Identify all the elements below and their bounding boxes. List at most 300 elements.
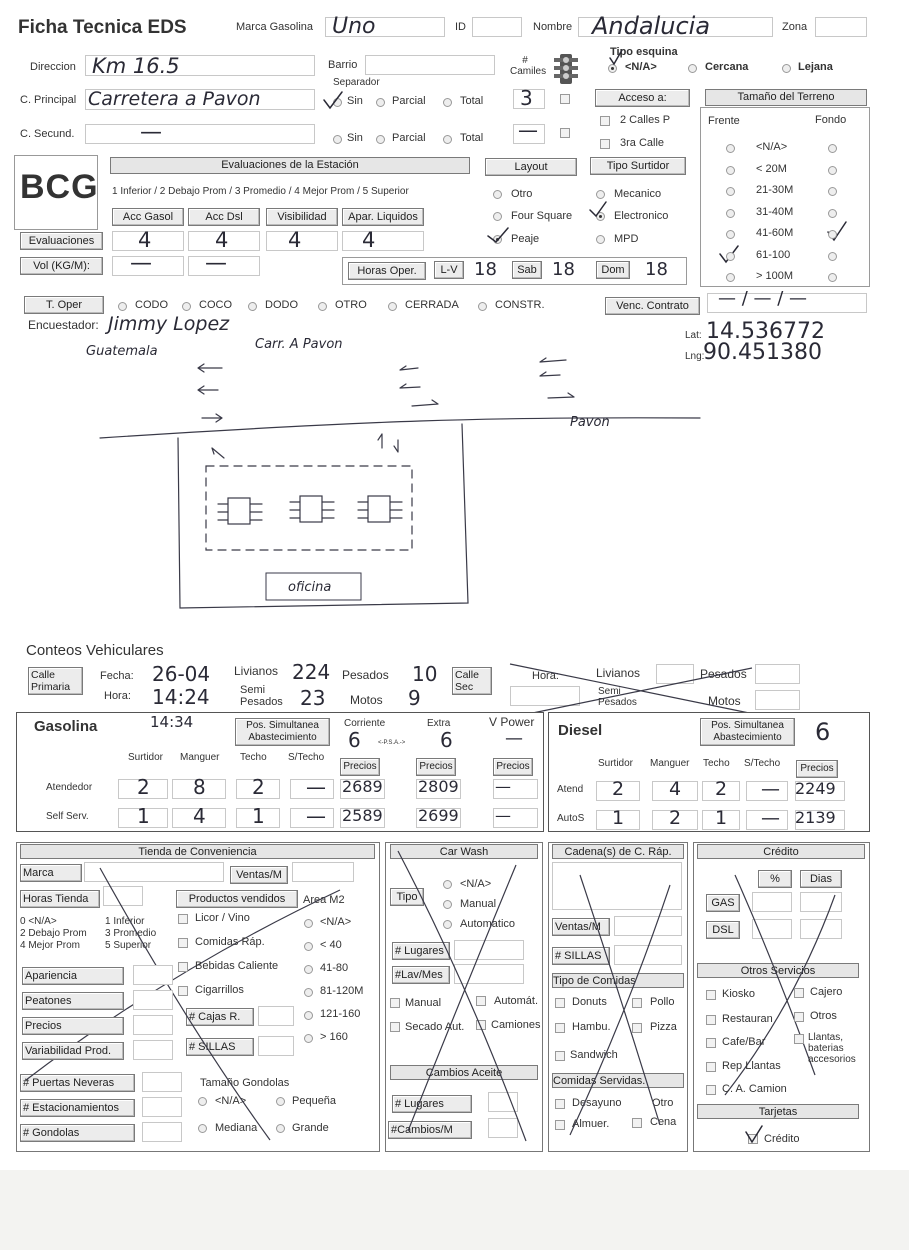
tienda-scale-3: 3 Promedio: [105, 928, 157, 939]
esquina-na-radio[interactable]: [608, 64, 617, 73]
encuestador-label: Encuestador:: [28, 318, 99, 332]
gas-precios-2[interactable]: Precios: [416, 758, 456, 776]
eval-col-visibilidad[interactable]: Visibilidad: [266, 208, 338, 226]
arrow-right-2: [412, 400, 438, 406]
sep-parcial-label: Parcial: [392, 95, 426, 107]
tienda-eval-field[interactable]: [133, 990, 173, 1010]
gas-price-value: —: [495, 777, 511, 796]
tienda-area: Area M2: [303, 894, 345, 906]
tienda-area-radio[interactable]: [304, 919, 313, 928]
esquina-cercana-label: Cercana: [705, 61, 749, 73]
tienda-scale-0: 0 <N/A>: [20, 916, 57, 927]
tienda-area-label: 121-160: [320, 1008, 361, 1020]
entry-arrow-1: [212, 448, 224, 458]
otros-check[interactable]: [794, 988, 804, 998]
otros-check[interactable]: [706, 1062, 716, 1072]
carwash-tipo[interactable]: Tipo: [390, 888, 424, 906]
dsl-row-label: Atend: [557, 784, 584, 795]
tam-pequena-label: Pequeña: [292, 1095, 337, 1107]
tienda-puertas[interactable]: # Puertas Neveras: [20, 1074, 135, 1092]
tienda-eval-button[interactable]: Precios: [22, 1017, 124, 1035]
arrow-left-4: [400, 384, 420, 388]
dom-label[interactable]: Dom: [596, 261, 630, 279]
vol-gasol-value: —: [130, 251, 152, 276]
otros-label: C. A. Camion: [722, 1083, 787, 1095]
otros-check[interactable]: [706, 1038, 716, 1048]
tienda-eval-field[interactable]: [133, 1040, 173, 1060]
venc-contrato-button[interactable]: Venc. Contrato: [605, 297, 700, 315]
lng-value: 90.451380: [703, 340, 822, 365]
sep-total-label: Total: [460, 95, 484, 107]
horas-oper-button[interactable]: Horas Oper.: [348, 262, 426, 280]
pesados2-label: Pesados: [700, 667, 747, 681]
livianos2-label: Livianos: [596, 666, 641, 680]
gas-cell-value: 8: [193, 775, 206, 799]
acceso-2calles-check[interactable]: [600, 116, 610, 126]
terreno-fondo-radio[interactable]: [828, 230, 837, 239]
tam-grande-label: Grande: [292, 1122, 329, 1134]
zona-field[interactable]: [815, 17, 867, 37]
servidas-title: Comidas Servidas.: [552, 1073, 684, 1088]
livianos-value: 224: [292, 660, 331, 684]
arrow-right-3: [548, 393, 574, 398]
dsl-cell-value: 4: [669, 778, 682, 800]
pesados-value: 10: [412, 662, 438, 686]
layout-otro-label: Otro: [511, 188, 533, 200]
layout-peaje-radio[interactable]: [493, 235, 502, 244]
dsl-cell-value: 1: [612, 807, 625, 829]
eval-gasol-value: 4: [138, 228, 152, 252]
c-secund-field[interactable]: [85, 124, 315, 144]
camiles2-value: —: [518, 118, 538, 142]
oper-option-label: OTRO: [335, 299, 367, 311]
cadena-title: Cadena(s) de C. Ráp.: [552, 844, 684, 859]
credito-title: Crédito: [697, 844, 865, 859]
venc-contrato-value: — / — / —: [718, 288, 808, 309]
terreno-fondo-radio[interactable]: [828, 209, 837, 218]
gas-price-value: 2589: [342, 806, 383, 825]
terreno-fondo-radio[interactable]: [828, 187, 837, 196]
motos2-field[interactable]: [755, 690, 800, 710]
sep2-parcial-radio[interactable]: [376, 135, 385, 144]
tienda-marca[interactable]: Marca: [20, 864, 82, 882]
frente-label: Frente: [708, 115, 740, 127]
dsl-col-techo: Techo: [703, 758, 730, 769]
terreno-option-label: < 20M: [756, 162, 787, 175]
sketch-office-label: oficina: [288, 580, 332, 595]
camiles-check[interactable]: [560, 94, 570, 104]
arrow-left-3: [400, 366, 418, 370]
oper-option-label: CONSTR.: [495, 299, 545, 311]
tienda-product-check[interactable]: [178, 962, 188, 972]
gas-cell-value: 2: [137, 775, 150, 799]
gas-precios-1[interactable]: Precios: [340, 758, 380, 776]
oper-option-radio[interactable]: [388, 302, 397, 311]
surt-electronico-label: Electronico: [614, 210, 669, 222]
dsl-cell-value: 2: [715, 778, 728, 800]
layout-button[interactable]: Layout: [485, 158, 577, 176]
comida-sandwich-label: Sandwich: [570, 1049, 618, 1061]
cw-lugares[interactable]: # Lugares: [392, 942, 450, 960]
corriente-value: 6: [348, 728, 361, 752]
dsl-col-surtidor: Surtidor: [598, 758, 634, 769]
tienda-product-label: Cigarrillos: [195, 984, 244, 996]
layout-peaje-label: Peaje: [511, 233, 540, 245]
terreno-frente-radio[interactable]: [726, 230, 735, 239]
calle-sec-button[interactable]: Calle Sec: [452, 667, 492, 695]
tienda-area-label: 41-80: [320, 962, 349, 974]
credito-card-label: Crédito: [764, 1133, 800, 1145]
direccion-label: Direccion: [30, 61, 76, 73]
tienda-area-radio[interactable]: [304, 1011, 313, 1020]
arrow-right-1: [202, 414, 222, 422]
otros-label: Otros: [810, 1010, 837, 1022]
servida-otro-label: Otro: [652, 1097, 674, 1109]
dsl-cell-value: —: [761, 778, 780, 800]
vpower-label: V Power: [489, 715, 535, 729]
surt-electronico-radio[interactable]: [596, 212, 605, 221]
sep-parcial-radio[interactable]: [376, 98, 385, 107]
oper-option-radio[interactable]: [478, 302, 487, 311]
sep2-total-radio[interactable]: [443, 135, 452, 144]
otros-check[interactable]: [706, 1085, 716, 1095]
camiles2-check[interactable]: [560, 128, 570, 138]
dsl-cell-value: —: [761, 807, 780, 829]
hora2-label: Hora:: [532, 670, 559, 682]
arrow-left-6: [540, 372, 560, 376]
barrio-field[interactable]: [365, 55, 495, 75]
lv-label[interactable]: L-V: [434, 261, 464, 279]
sep-total-radio[interactable]: [443, 98, 452, 107]
gas-col-manguer: Manguer: [180, 752, 220, 763]
tienda-area-label: < 40: [320, 939, 342, 951]
semi-value: 23: [300, 686, 326, 710]
otros-check[interactable]: [794, 1012, 804, 1022]
gas-cell-value: 1: [252, 804, 265, 828]
direccion-value: Km 16.5: [92, 54, 180, 78]
otros-servicios-title: Otros Servicios: [697, 963, 859, 978]
tienda-eval-button[interactable]: Apariencia: [22, 967, 124, 985]
cw-lavmes[interactable]: #Lav/Mes: [392, 966, 450, 984]
pesados2-field[interactable]: [755, 664, 800, 684]
cadena-sillas[interactable]: # SILLAS: [552, 947, 610, 965]
corriente-label: Corriente: [344, 718, 386, 729]
sep2-total-label: Total: [460, 132, 484, 144]
otros-label: Rep Llantas: [722, 1060, 781, 1072]
evaluaciones-title: Evaluaciones de la Estación: [110, 157, 470, 174]
oper-option-radio[interactable]: [182, 302, 191, 311]
tienda-eval-button[interactable]: Variabilidad Prod.: [22, 1042, 124, 1060]
surt-mecanico-label: Mecanico: [614, 188, 662, 200]
cadena-ventas[interactable]: Ventas/M: [552, 918, 610, 936]
entry-arrow-2: [378, 434, 382, 448]
oper-option-label: COCO: [199, 299, 232, 311]
tienda-eval-button[interactable]: Peatones: [22, 992, 124, 1010]
surt-mpd-label: MPD: [614, 233, 639, 245]
evaluaciones-row-label[interactable]: Evaluaciones: [20, 232, 103, 250]
gas-price-value: 2809: [418, 777, 459, 796]
diesel-pos-button[interactable]: Pos. Simultanea Abastecimiento: [700, 718, 795, 746]
tienda-product-label: Bebidas Caliente: [195, 960, 279, 972]
hora-value: 14:24: [152, 685, 210, 709]
tienda-area-radio[interactable]: [304, 965, 313, 974]
esquina-lejana-radio[interactable]: [782, 64, 791, 73]
cambios-lugares[interactable]: # Lugares: [392, 1095, 472, 1113]
marca-label: Marca Gasolina: [236, 21, 314, 33]
tienda-area-radio[interactable]: [304, 988, 313, 997]
lng-label: Lng:: [685, 351, 705, 362]
id-field[interactable]: [472, 17, 522, 37]
diesel-title: Diesel: [558, 722, 603, 739]
psa-note: <-P.S.A.->: [378, 740, 406, 746]
layout-foursquare-radio[interactable]: [493, 212, 502, 221]
motos-label: Motos: [350, 693, 383, 707]
oper-option-radio[interactable]: [248, 302, 257, 311]
evaluaciones-scale: 1 Inferior / 2 Debajo Prom / 3 Promedio / 4 Mejor Prom / 5 Superior: [112, 186, 409, 197]
sep2-sin-radio[interactable]: [333, 135, 342, 144]
tienda-area-label: 81-120M: [320, 985, 364, 997]
terreno-fondo-radio[interactable]: [828, 166, 837, 175]
semi-label: Semi Pesados: [240, 684, 283, 708]
credito-dias[interactable]: Dias: [800, 870, 842, 888]
cw-secado-label: Secado Aut.: [405, 1021, 465, 1033]
calle-primaria-button[interactable]: Calle Primaria: [28, 667, 83, 695]
terreno-option-label: 31-40M: [756, 205, 794, 218]
oper-option-label: DODO: [265, 299, 298, 311]
tienda-productos[interactable]: Productos vendidos: [176, 890, 298, 908]
lat-label: Lat:: [685, 330, 702, 341]
conteos-title: Conteos Vehiculares: [26, 642, 164, 659]
tienda-sillas[interactable]: # SILLAS: [186, 1038, 254, 1056]
sab-label[interactable]: Sab: [512, 261, 542, 279]
diesel-pos-value: 6: [815, 718, 831, 746]
dsl-cell-value: 2: [669, 807, 682, 829]
tam-mediana-label: Mediana: [215, 1122, 258, 1134]
gas-cell-value: —: [306, 804, 326, 828]
gas-precios-3[interactable]: Precios: [493, 758, 533, 776]
eval-liq-value: 4: [362, 228, 376, 252]
otros-check[interactable]: [794, 1034, 804, 1044]
arrow-left-5: [540, 358, 566, 362]
tienda-scale-5: 5 Superior: [105, 940, 152, 951]
vpower-value: —: [505, 728, 523, 749]
tienda-area-label: <N/A>: [320, 916, 352, 928]
layout-foursquare-label: Four Square: [511, 210, 573, 222]
tienda-product-label: Licor / Vino: [195, 912, 250, 924]
terreno-frente-radio[interactable]: [726, 166, 735, 175]
gas-row-label: Self Serv.: [46, 811, 89, 822]
credito-gas[interactable]: GAS: [706, 894, 740, 912]
acceso-2calles-label: 2 Calles P: [620, 114, 671, 126]
tienda-area-radio[interactable]: [304, 942, 313, 951]
terreno-fondo-radio[interactable]: [828, 144, 837, 153]
otros-label: Restauran: [722, 1013, 773, 1025]
cw-auto-label: Automatico: [460, 918, 516, 930]
acceso-3racalle-check[interactable]: [600, 139, 610, 149]
pump-island-3: [358, 496, 402, 522]
tienda-title: Tienda de Conveniencia: [20, 844, 375, 859]
eval-col-acc-gasol[interactable]: Acc Gasol: [112, 208, 184, 226]
traffic-light-icon: [553, 53, 579, 85]
cw-na-label: <N/A>: [460, 878, 492, 890]
tienda-ventas[interactable]: Ventas/M: [230, 866, 288, 884]
motos-value: 9: [408, 686, 421, 710]
gasolina-title: Gasolina: [34, 718, 98, 735]
semi2-label: Semi Pesados: [598, 686, 637, 708]
sketch-road-label: Carr. A Pavon: [255, 337, 343, 352]
comida-hambu-label: Hambu.: [572, 1021, 611, 1033]
fecha-label: Fecha:: [100, 670, 134, 682]
vol-dsl-value: —: [205, 251, 227, 276]
tienda-gondolas[interactable]: # Gondolas: [20, 1124, 135, 1142]
terreno-frente-radio[interactable]: [726, 144, 735, 153]
t-oper-button[interactable]: T. Oper: [24, 296, 104, 314]
eval-dsl-value: 4: [215, 228, 229, 252]
tienda-product-check[interactable]: [178, 914, 188, 924]
eval-col-acc-dsl[interactable]: Acc Dsl: [188, 208, 260, 226]
sep-sin-label: Sin: [347, 95, 363, 107]
exit-arrow: [394, 440, 398, 452]
tienda-tamano: Tamaño Gondolas: [200, 1077, 290, 1089]
cambios-title: Cambios Aceite: [390, 1065, 538, 1080]
tienda-product-check[interactable]: [178, 938, 188, 948]
calle-sec-cross: [508, 660, 758, 720]
gas-cell-value: 2: [252, 775, 265, 799]
credito-card-check[interactable]: [748, 1134, 758, 1144]
otros-check[interactable]: [706, 990, 716, 1000]
eval-col-apar-liquidos[interactable]: Apar. Liquidos: [342, 208, 424, 226]
sep2-parcial-label: Parcial: [392, 132, 426, 144]
otros-label: Cafe/Bar: [722, 1036, 766, 1048]
tipo-surtidor-button[interactable]: Tipo Surtidor: [590, 157, 686, 175]
otros-label: Cajero: [810, 986, 843, 998]
gas-col-techo: Techo: [240, 752, 267, 763]
zona-label: Zona: [782, 21, 808, 33]
gas-price-value: —: [495, 806, 511, 825]
servida-desayuno-label: Desayuno: [572, 1097, 622, 1109]
gasolina-time-note: 14:34: [150, 713, 194, 731]
credito-pct[interactable]: %: [758, 870, 792, 888]
c-principal-label: C. Principal: [20, 94, 77, 106]
surt-mpd-radio[interactable]: [596, 235, 605, 244]
cw-auto-chk-label: Automát.: [494, 995, 539, 1007]
credito-dsl[interactable]: DSL: [706, 921, 740, 939]
pump-island-2: [290, 496, 334, 522]
terreno-frente-radio[interactable]: [726, 273, 735, 282]
terreno-frente-radio[interactable]: [726, 209, 735, 218]
acceso-3racalle-label: 3ra Calle: [620, 137, 665, 149]
tam-na-label: <N/A>: [215, 1095, 247, 1107]
tienda-area-label: > 160: [320, 1031, 348, 1043]
carwash-title: Car Wash: [390, 844, 538, 859]
terreno-fondo-radio[interactable]: [828, 273, 837, 282]
terreno-option-label: 21-30M: [756, 184, 794, 196]
acceso-button[interactable]: Acceso a:: [595, 89, 690, 107]
tienda-product-check[interactable]: [178, 986, 188, 996]
terreno-option-label: <N/A>: [756, 141, 788, 153]
layout-otro-radio[interactable]: [493, 190, 502, 199]
extra-label: Extra: [427, 718, 451, 729]
gas-col-stecho: S/Techo: [288, 752, 325, 763]
gas-cell-value: 1: [137, 804, 150, 828]
dom-value: 18: [645, 259, 668, 280]
dsl-row-label: AutoS: [557, 813, 585, 824]
tienda-scale-1: 1 Inferior: [105, 916, 145, 927]
separador-label: Separador: [333, 77, 380, 88]
oper-option-label: CERRADA: [405, 299, 459, 311]
tienda-product-label: Comidas Ráp.: [195, 936, 265, 948]
nombre-value: Andalucia: [592, 12, 711, 40]
eval-liq-field[interactable]: [342, 231, 424, 251]
gas-price-value: 2689: [342, 777, 383, 796]
tarjetas-title: Tarjetas: [697, 1104, 859, 1119]
arrow-left-1: [198, 364, 222, 372]
terreno-frente-radio[interactable]: [726, 187, 735, 196]
eval-visib-field[interactable]: [266, 231, 338, 251]
tienda-scale-4: 4 Mejor Prom: [20, 940, 81, 951]
sep-sin-radio[interactable]: [333, 98, 342, 107]
cambios-mes[interactable]: #Cambios/M: [388, 1121, 472, 1139]
road-line: [100, 418, 700, 438]
marca-value: Uno: [332, 14, 376, 39]
sep2-sin-label: Sin: [347, 132, 363, 144]
camiles-value: 3: [520, 86, 533, 110]
tienda-area-radio[interactable]: [304, 1034, 313, 1043]
form-title: Ficha Tecnica EDS: [18, 17, 187, 38]
gas-row-label: Atendedor: [46, 782, 93, 793]
eval-visib-value: 4: [288, 228, 302, 252]
gas-cell-value: —: [306, 775, 326, 799]
oper-option-radio[interactable]: [318, 302, 327, 311]
vol-label[interactable]: Vol (KG/M):: [20, 257, 103, 275]
esquina-na-label: <N/A>: [625, 61, 657, 73]
motos2-label: Motos: [708, 694, 741, 708]
lv-value: 18: [474, 259, 497, 280]
esquina-cercana-radio[interactable]: [688, 64, 697, 73]
oper-option-radio[interactable]: [118, 302, 127, 311]
gas-pos-button[interactable]: Pos. Simultanea Abastecimiento: [235, 718, 330, 746]
gas-price-value: 2699: [418, 806, 459, 825]
tienda-eval-field[interactable]: [133, 1015, 173, 1035]
terreno-fondo-radio[interactable]: [828, 252, 837, 261]
gas-col-surtidor: Surtidor: [128, 752, 164, 763]
otros-check[interactable]: [706, 1015, 716, 1025]
surt-mecanico-radio[interactable]: [596, 190, 605, 199]
dsl-cell-value: 1: [715, 807, 728, 829]
carwash-cross: [388, 845, 538, 1145]
hora-label: Hora:: [104, 690, 131, 702]
cw-manual-chk-label: Manual: [405, 997, 442, 1009]
pump-island-1: [218, 498, 262, 524]
cw-camiones-label: Camiones: [491, 1019, 541, 1031]
barrio-label: Barrio: [328, 59, 358, 71]
terreno-frente-radio[interactable]: [726, 252, 735, 261]
sketch-right-label: Pavon: [570, 415, 610, 430]
dsl-precios[interactable]: Precios: [796, 760, 838, 778]
terreno-option-label: 61-100: [756, 248, 791, 261]
bcg-logo: BCG: [20, 168, 99, 206]
terreno-option-label: 41-60M: [756, 227, 794, 239]
tienda-cajas[interactable]: # Cajas R.: [186, 1008, 254, 1026]
tienda-estac[interactable]: # Estacionamientos: [20, 1099, 135, 1117]
tienda-eval-field[interactable]: [133, 965, 173, 985]
cw-manual-label: Manual: [460, 898, 497, 910]
encuestador-value: Jimmy Lopez: [108, 313, 230, 335]
servida-almuer-label: Almuer.: [572, 1118, 610, 1130]
sketch-left-label: Guatemala: [86, 344, 158, 359]
tienda-horas[interactable]: Horas Tienda: [20, 890, 100, 908]
dsl-col-stecho: S/Techo: [744, 758, 781, 769]
